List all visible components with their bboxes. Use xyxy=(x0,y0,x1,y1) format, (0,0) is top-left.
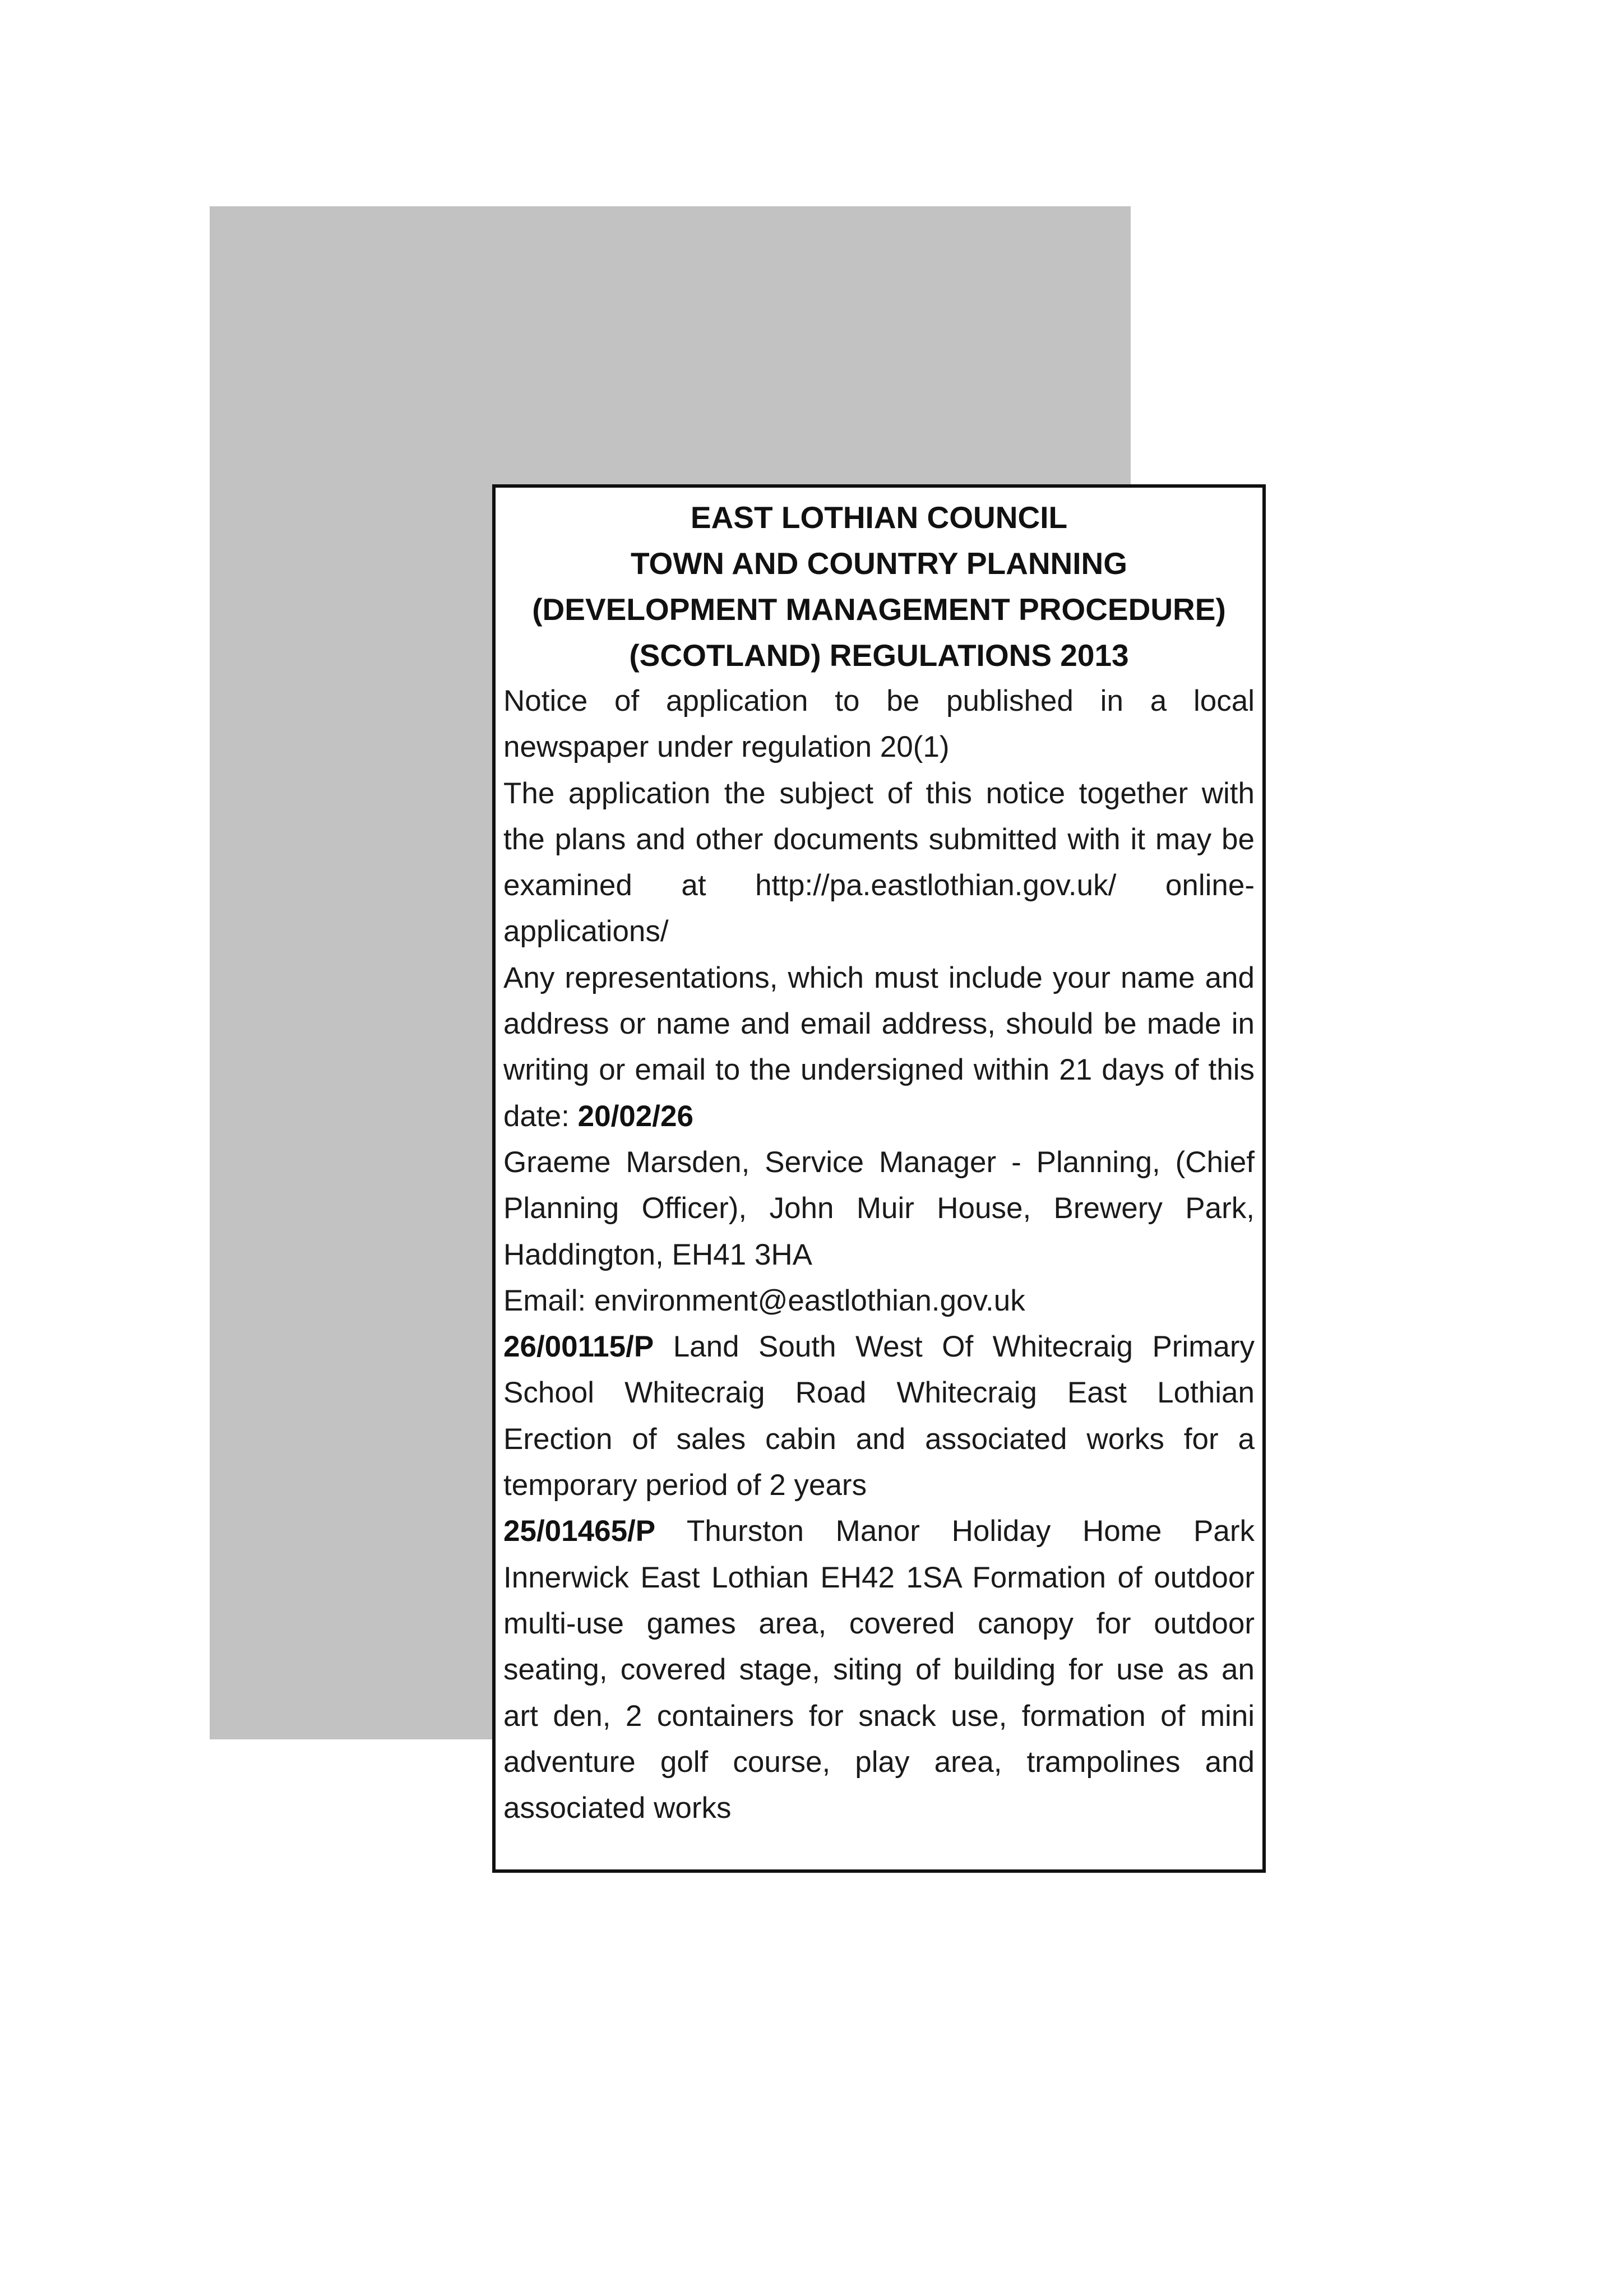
notice-heading-council: EAST LOTHIAN COUNCIL xyxy=(690,500,1068,535)
application-description: Thurston Manor Holiday Home Park Innerwick East Lothian EH42 1SA Formation of outdoor multi-use games area, covered canopy for outdoor seating, covered stage, siting of building for use as an art den, 2 containers for snack use, formation of mini adventure golf course, play area, trampolines and associated works xyxy=(503,1515,1255,1825)
notice-examine-info: The application the subject of this notice together with the plans and other documents submitted with it may be examined at http://pa.eastlothian.gov.uk/ online-applications/ xyxy=(503,776,1255,948)
notice-email: Email: environment@eastlothian.gov.uk xyxy=(503,1284,1025,1317)
notice-heading-procedure: (DEVELOPMENT MANAGEMENT PROCEDURE) xyxy=(532,592,1226,627)
representations-text: Any representations, which must include your name and address or name and email address, should be made in writing or email to the undersigned within 21 days of this date: xyxy=(503,961,1255,1133)
newspaper-clipping-background xyxy=(210,206,1255,1825)
application-description: Land South West Of Whitecraig Primary School Whitecraig Road Whitecraig East Lothian Erection of sales cabin and associated works for a temporary period of 2 years xyxy=(503,1330,1255,1502)
application-item xyxy=(503,1324,1255,1508)
notice-intro: Notice of application to be published in a local newspaper under regulation 20(1) xyxy=(503,684,1255,764)
notice-representations xyxy=(503,955,1255,1140)
notice-heading-act: TOWN AND COUNTRY PLANNING xyxy=(630,546,1128,581)
application-reference: 26/00115/P xyxy=(503,1330,654,1364)
application-item xyxy=(503,1508,1255,1831)
notice-date: 20/02/26 xyxy=(577,1099,693,1133)
application-reference: 25/01465/P xyxy=(503,1515,656,1548)
notice-heading-regulations: (SCOTLAND) REGULATIONS 2013 xyxy=(629,638,1129,673)
notice-contact: Graeme Marsden, Service Manager - Planning, (Chief Planning Officer), John Muir House, Brewery Park, Haddington, EH41 3HA xyxy=(503,1145,1255,1271)
public-notice xyxy=(492,484,1266,1873)
